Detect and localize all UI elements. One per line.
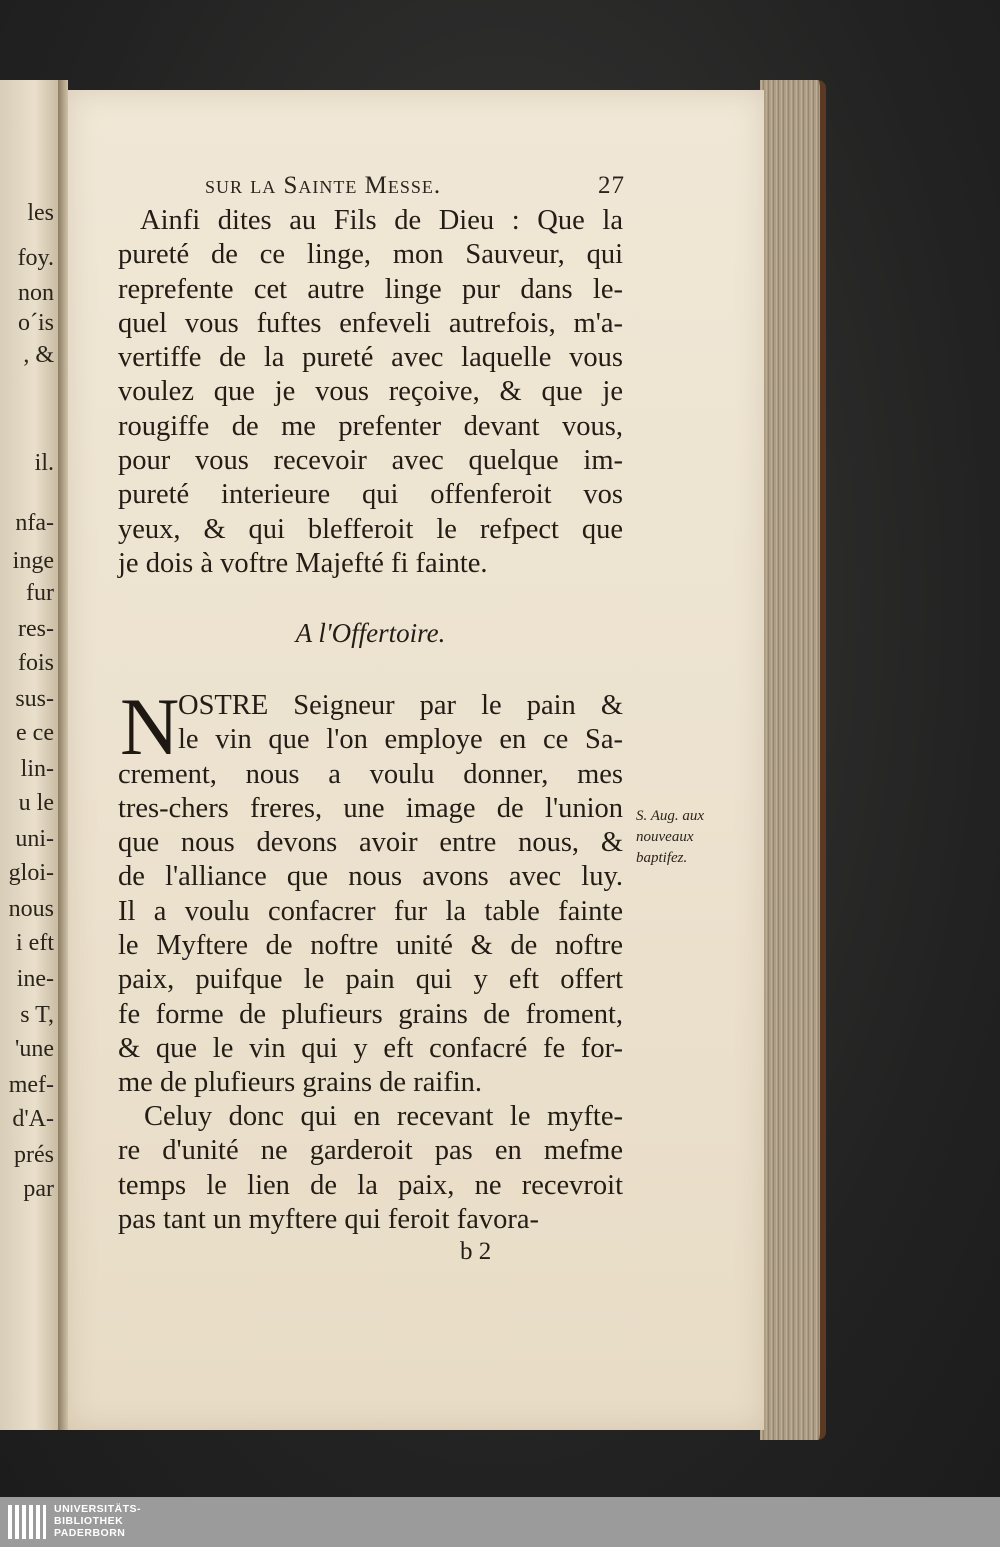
left-page-fragment: , & bbox=[23, 342, 54, 368]
text-line: le Myftere de noftre unité & de noftre bbox=[118, 930, 623, 962]
paragraph-2 bbox=[118, 681, 623, 1102]
text-line: & que le vin qui y eft confacré fe for- bbox=[118, 1032, 623, 1064]
left-page-fragment: non bbox=[18, 280, 54, 306]
paragraph-3 bbox=[118, 1101, 623, 1238]
text-line: reprefente cet autre linge pur dans le- bbox=[118, 273, 623, 305]
text-line: pureté interieure qui offenferoit vos bbox=[118, 479, 623, 511]
library-logo-icon bbox=[8, 1505, 46, 1539]
left-page-fragment: res- bbox=[18, 616, 54, 642]
text-line: Il a voulu confacrer fur la table fainte bbox=[118, 895, 623, 927]
text-line: re d'unité ne garderoit pas en mefme bbox=[118, 1135, 623, 1167]
book-page-edges bbox=[760, 80, 826, 1440]
left-page-fragment: ine- bbox=[16, 966, 54, 992]
drop-cap: N bbox=[120, 681, 180, 772]
text-line: de l'alliance que nous avons avec luy. bbox=[118, 861, 623, 893]
left-page-fragment: uni- bbox=[15, 826, 54, 852]
text-line: vertiffe de la pureté avec laquelle vous bbox=[118, 342, 623, 374]
left-page-fragment: u le bbox=[18, 790, 54, 816]
left-page-fragment: par bbox=[23, 1176, 54, 1202]
left-page-fragment: les bbox=[27, 200, 54, 226]
text-line: rougiffe de me prefenter devant vous, bbox=[118, 410, 623, 442]
text-line: OSTRE Seigneur par le pain & bbox=[178, 690, 623, 721]
logo-text-line: UNIVERSITÄTS- bbox=[54, 1503, 142, 1515]
text-line: quel vous fuftes enfeveli autrefois, m'a- bbox=[118, 307, 623, 339]
left-page-fragment: foy. bbox=[17, 245, 54, 271]
text-line: fe forme de plufieurs grains de froment, bbox=[118, 998, 623, 1030]
text-line: pureté de ce linge, mon Sauveur, qui bbox=[118, 239, 623, 271]
text-line: tres-chers freres, une image de l'union bbox=[118, 792, 623, 824]
marginal-note-line: baptifez. bbox=[636, 850, 688, 866]
left-page-fragment: o´is bbox=[18, 310, 54, 336]
left-page-fragment: inge bbox=[12, 548, 54, 574]
text-line: voulez que je vous reçoive, & que je bbox=[118, 376, 623, 408]
text-line: pas tant un myftere qui feroit favora- bbox=[118, 1203, 540, 1235]
left-page-fragment: mef- bbox=[8, 1072, 54, 1098]
logo-text-line: BIBLIOTHEK bbox=[54, 1515, 124, 1527]
left-page-fragment: s T, bbox=[20, 1002, 54, 1028]
logo-text-line: PADERBORN bbox=[54, 1527, 126, 1539]
left-page-fragment: fur bbox=[26, 580, 54, 606]
left-page-fragment: e ce bbox=[16, 720, 54, 746]
signature-mark: b 2 bbox=[460, 1238, 492, 1265]
left-page-fragment: nous bbox=[8, 896, 54, 922]
left-page-fragment: nfa- bbox=[15, 510, 54, 536]
marginal-note-line: S. Aug. aux bbox=[636, 808, 705, 824]
library-logo-text bbox=[54, 1503, 141, 1539]
left-page-fragment: d'A- bbox=[12, 1106, 54, 1132]
left-page bbox=[0, 80, 60, 1430]
page-number: 27 bbox=[598, 172, 625, 199]
left-page-fragment: fois bbox=[18, 650, 54, 676]
marginal-note-line: nouveaux bbox=[636, 829, 694, 845]
left-page-fragment: gloi- bbox=[8, 860, 54, 886]
left-page-fragment: il. bbox=[34, 450, 54, 476]
library-footer bbox=[0, 1497, 1000, 1547]
left-page-fragment: 'une bbox=[15, 1036, 54, 1062]
marginal-note bbox=[636, 806, 766, 869]
text-line: yeux, & qui blefferoit le refpect que bbox=[118, 513, 623, 545]
text-line: je dois à voftre Majefté fi fainte. bbox=[118, 547, 488, 579]
book-gutter bbox=[58, 80, 68, 1430]
text-line: Ainfi dites au Fils de Dieu : Que la bbox=[140, 205, 623, 236]
left-page-fragment: sus- bbox=[15, 686, 54, 712]
text-line: le vin que l'on employe en ce Sa- bbox=[178, 724, 623, 756]
running-title: sur la Sainte Messe. bbox=[205, 172, 442, 199]
left-page-fragment: lin- bbox=[20, 756, 54, 782]
paragraph-1 bbox=[118, 205, 623, 582]
left-page-fragment: prés bbox=[14, 1142, 54, 1168]
text-line: crement, nous a voulu donner, mes bbox=[118, 758, 623, 790]
text-line: Celuy donc qui en recevant le myfte- bbox=[144, 1101, 623, 1132]
text-line: pour vous recevoir avec quelque im- bbox=[118, 445, 623, 477]
section-heading: A l'Offertoire. bbox=[295, 618, 446, 648]
text-line: temps le lien de la paix, ne recevroit bbox=[118, 1169, 623, 1201]
text-line: me de plufieurs grains de raifin. bbox=[118, 1067, 483, 1099]
text-line: paix, puifque le pain qui y eft offert bbox=[118, 964, 623, 996]
left-page-fragment: i eft bbox=[16, 930, 54, 956]
text-line: que nous devons avoir entre nous, & bbox=[118, 827, 623, 859]
